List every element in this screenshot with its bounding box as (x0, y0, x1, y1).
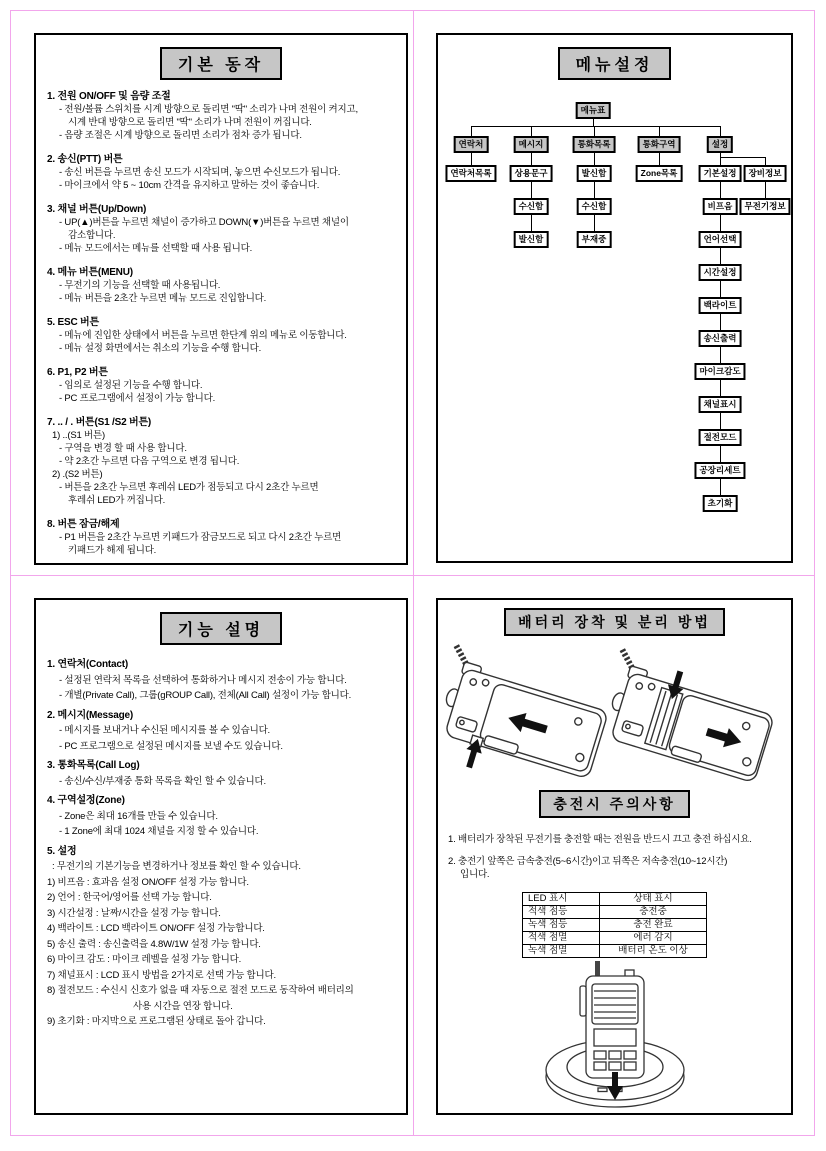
tree-node: 수신함 (514, 198, 549, 215)
section (47, 153, 398, 192)
tree-node: 공장리세트 (694, 462, 745, 479)
section-heading: 7. .. / . 버튼(S1 /S2 버튼) (47, 417, 152, 428)
section (47, 793, 398, 840)
text-line: - 약 2초간 누르면 다음 구역으로 변경 됩니다. (59, 456, 240, 467)
tree-connector (720, 157, 765, 158)
table-cell: 충전중 (600, 906, 707, 919)
vertical-divider (413, 10, 414, 1136)
tree-node: 연락처 (454, 136, 489, 153)
led-status-table (522, 892, 707, 958)
text-line: - 설정된 연락처 목록을 선택하여 통화하거나 메시지 전송이 가능 합니다. (59, 674, 347, 686)
tree-node: 통화목록 (573, 136, 616, 153)
tree-connector (720, 182, 721, 198)
text-line: 3) 시간설정 : 날짜/시간을 설정 가능 합니다. (47, 907, 221, 919)
tree-connector (659, 126, 660, 136)
tree-connector (765, 182, 766, 198)
tree-connector (471, 126, 720, 127)
table-row (523, 919, 707, 932)
table-cell: 녹색 점멸 (523, 945, 600, 958)
charging-notes (438, 818, 791, 881)
tree-connector (594, 126, 595, 136)
table-cell: 충전 완료 (600, 919, 707, 932)
text-line: 2) .(S2 버튼) (52, 469, 103, 480)
text-line: 9) 초기화 : 마지막으로 프로그램된 상태로 돌아 갑니다. (47, 1016, 266, 1027)
tree-node: 메시지 (514, 136, 549, 153)
text-line: - 마이크에서 약 5 ~ 10cm 간격을 유지하고 말하는 것이 좋습니다. (59, 180, 320, 191)
text-line: 2. 충전기 앞쪽은 급속충전(5~6시간)이고 뒤쪽은 저속충전(10~12시간) (448, 856, 728, 867)
tree-connector (720, 479, 721, 495)
text-line: - UP(▲)버튼을 누르면 채널이 증가하고 DOWN(▼)버튼을 누르면 채널이 (59, 217, 349, 228)
section (47, 266, 398, 305)
section-heading: 5. ESC 버튼 (47, 317, 99, 328)
tree-connector (720, 347, 721, 363)
text-line: - 송신/수신/부재중 통화 목록을 확인 할 수 있습니다. (59, 775, 266, 787)
tree-connector (720, 215, 721, 231)
tree-node: 통화구역 (638, 136, 681, 153)
section-heading: 5. 설정 (47, 845, 77, 857)
text-line: 7) 채널표시 : LCD 표시 방법을 2가지로 선택 가능 합니다. (47, 969, 276, 981)
text-line: - 음량 조절은 시계 방향으로 돌리면 소리가 점차 증가 됩니다. (59, 130, 302, 141)
tree-node: 백라이트 (699, 297, 742, 314)
battery-attach-diagram (445, 642, 785, 782)
section-heading: 4. 메뉴 버튼(MENU) (47, 267, 133, 278)
text-line: - 버튼을 2초간 누르면 후레쉬 LED가 점등되고 다시 2초간 누르면 (59, 482, 319, 493)
radio-front (580, 961, 644, 1078)
charger-diagram (540, 960, 690, 1110)
tree-node: 채널표시 (699, 396, 742, 413)
tree-node: 설정 (707, 136, 733, 153)
text-line: 1) 비프음 : 효과음 설정 ON/OFF 설정 가능 합니다. (47, 876, 249, 888)
tree-node: 무전기정보 (739, 198, 790, 215)
text-line: - 메뉴 설정 화면에서는 취소의 기능을 수행 합니다. (59, 343, 262, 354)
table-cell: 적색 점등 (523, 906, 600, 919)
menu-tree-diagram (438, 35, 791, 561)
text-line: 1. 배터리가 장착된 무전기를 충전할 때는 전원을 반드시 끄고 충전 하십시요. (448, 834, 752, 845)
text-line: 입니다. (460, 869, 490, 880)
section-heading: 8. 버튼 잠금/해제 (47, 519, 120, 530)
panel-battery (436, 598, 793, 1115)
text-line: 5) 송신 출력 : 송신출력을 4.8W/1W 설정 가능 합니다. (47, 938, 261, 950)
text-line: - 1 Zone에 최대 1024 채널을 지정 할 수 있습니다. (59, 826, 259, 837)
text-line: 6) 마이크 감도 : 마이크 레벨을 설정 가능 합니다. (47, 954, 242, 965)
text-line: 1) ..(S1 버튼) (52, 430, 105, 441)
panel-title: 기능 설명 (160, 612, 282, 645)
tree-connector (471, 126, 472, 136)
text-line: - 메뉴에 진입한 상태에서 버튼을 누르면 한단계 위의 메뉴로 이동합니다. (59, 330, 347, 341)
table-cell: 에러 감지 (600, 932, 707, 945)
section (47, 203, 398, 255)
text-line: - 송신 버튼을 누르면 송신 모드가 시작되며, 놓으면 수신모드가 됩니다. (59, 167, 341, 178)
tree-node: 상용문구 (510, 165, 553, 182)
text-line: - 메뉴 모드에서는 메뉴를 선택할 때 사용 됩니다. (59, 243, 253, 254)
text-line: 시계 반대 방향으로 돌리면 "딱" 소리가 나며 전원이 꺼집니다. (68, 117, 312, 128)
tree-connector (531, 182, 532, 198)
tree-node: 발신함 (577, 165, 612, 182)
tree-node: 송신출력 (699, 330, 742, 347)
table-cell: 적색 점멸 (523, 932, 600, 945)
section-heading: 3. 통화목록(Call Log) (47, 760, 140, 771)
text-line: - 개별(Private Call), 그룹(gROUP Call), 전체(All Call) 설정이 가능 합니다. (59, 690, 352, 701)
text-line: - 임의로 설정된 기능을 수행 합니다. (59, 380, 203, 391)
section (47, 366, 398, 405)
section (47, 844, 398, 1030)
tree-connector (594, 153, 595, 165)
section (47, 758, 398, 789)
caution-title: 충전시 주의사항 (539, 790, 690, 818)
panel-menu-settings (436, 33, 793, 563)
text-line: - PC 프로그램에서 설정이 가능 합니다. (59, 393, 216, 404)
section (47, 708, 398, 755)
text-line: 2) 언어 : 한국어/영어를 선택 가능 합니다. (47, 892, 212, 903)
tree-connector (720, 126, 721, 136)
panel-title: 기본 동작 (160, 47, 282, 80)
tree-connector (720, 314, 721, 330)
tree-node: 초기화 (703, 495, 738, 512)
tree-connector (720, 446, 721, 462)
tree-connector (594, 215, 595, 231)
section (47, 316, 398, 355)
tree-connector (720, 153, 721, 165)
tree-connector (471, 153, 472, 165)
text-line: - P1 버튼을 2초간 누르면 키패드가 잠금모드로 되고 다시 2초간 누르면 (59, 532, 342, 543)
table-header-cell: 상태 표시 (600, 893, 707, 906)
tree-connector (720, 281, 721, 297)
section-heading: 2. 송신(PTT) 버튼 (47, 154, 123, 165)
table-header-cell: LED 표시 (523, 893, 600, 906)
panel-basic-operation (34, 33, 408, 565)
section-heading: 4. 구역설정(Zone) (47, 795, 125, 806)
text-line: 감소합니다. (68, 230, 116, 241)
section-heading: 3. 채널 버튼(Up/Down) (47, 204, 147, 215)
tree-node: 부재중 (577, 231, 612, 248)
basic-operation-text (36, 80, 406, 557)
section (47, 90, 398, 142)
function-description-text (36, 645, 406, 1030)
tree-connector (531, 215, 532, 231)
tree-node: 언어선택 (699, 231, 742, 248)
section-heading: 6. P1, P2 버튼 (47, 367, 108, 378)
tree-connector (659, 153, 660, 165)
table-row (523, 906, 707, 919)
tree-node: 장비정보 (744, 165, 787, 182)
tree-connector (531, 126, 532, 136)
tree-connector (765, 157, 766, 165)
text-line: 후레쉬 LED가 꺼집니다. (68, 495, 166, 506)
section (47, 657, 398, 704)
text-line: - 구역을 변경 할 때 사용 합니다. (59, 443, 187, 454)
tree-node: 마이크감도 (694, 363, 745, 380)
section-heading: 2. 메시지(Message) (47, 709, 134, 721)
section-heading: 1. 전원 ON/OFF 및 음량 조절 (47, 91, 171, 102)
table-cell: 배터리 온도 이상 (600, 945, 707, 958)
text-line: 8) 절전모드 : 수신시 신호가 없을 때 자동으로 절전 모드로 동작하여 배터리의 (47, 985, 354, 996)
tree-connector (720, 380, 721, 396)
tree-connector (720, 248, 721, 264)
text-line: - 전원/볼륨 스위치를 시계 방향으로 돌리면 "딱" 소리가 나며 전원이 켜지고, (59, 104, 358, 115)
tree-connector (720, 413, 721, 429)
tree-node: 비프음 (703, 198, 738, 215)
tree-connector (594, 182, 595, 198)
section (47, 416, 398, 507)
tree-connector (531, 153, 532, 165)
panel-title: 메뉴설정 (558, 47, 672, 80)
text-line: - 메시지를 보내거나 수신된 메시지를 볼 수 있습니다. (59, 725, 270, 736)
tree-node: 시간설정 (699, 264, 742, 281)
table-row (523, 945, 707, 958)
table-header-row (523, 893, 707, 906)
text-line: 키패드가 해제 됩니다. (68, 545, 157, 556)
text-line: - 메뉴 버튼을 2초간 누르면 메뉴 모드로 진입합니다. (59, 293, 267, 304)
tree-node: Zone목록 (636, 165, 683, 182)
horizontal-divider (10, 575, 814, 576)
tree-node: 기본설정 (699, 165, 742, 182)
tree-node: 연락처목록 (445, 165, 496, 182)
text-line: - PC 프로그램으로 설정된 메시지를 보낼 수도 있습니다. (59, 740, 283, 752)
tree-node: 수신함 (577, 198, 612, 215)
section-heading: 1. 연락처(Contact) (47, 659, 128, 670)
tree-connector (593, 119, 594, 126)
text-line: 4) 백라이트 : LCD 백라이트 ON/OFF 설정 가능합니다. (47, 923, 265, 934)
text-line: - 무전기의 기능을 선택할 때 사용됩니다. (59, 280, 221, 291)
table-row (523, 932, 707, 945)
text-line: 사용 시간을 연장 합니다. (133, 1000, 233, 1012)
radio-back-left (445, 644, 614, 782)
text-line: : 무전기의 기본기능을 변경하거나 정보를 확인 할 수 있습니다. (52, 861, 301, 872)
tree-node: 메뉴표 (576, 102, 611, 119)
text-line: - Zone은 최대 16개를 만들 수 있습니다. (59, 810, 218, 822)
panel-function-description (34, 598, 408, 1115)
tree-node: 발신함 (514, 231, 549, 248)
section (47, 518, 398, 557)
radio-back-right (595, 648, 780, 782)
panel-title: 배터리 장착 및 분리 방법 (504, 608, 725, 636)
table-cell: 녹색 점등 (523, 919, 600, 932)
section (448, 833, 785, 881)
tree-node: 절전모드 (699, 429, 742, 446)
